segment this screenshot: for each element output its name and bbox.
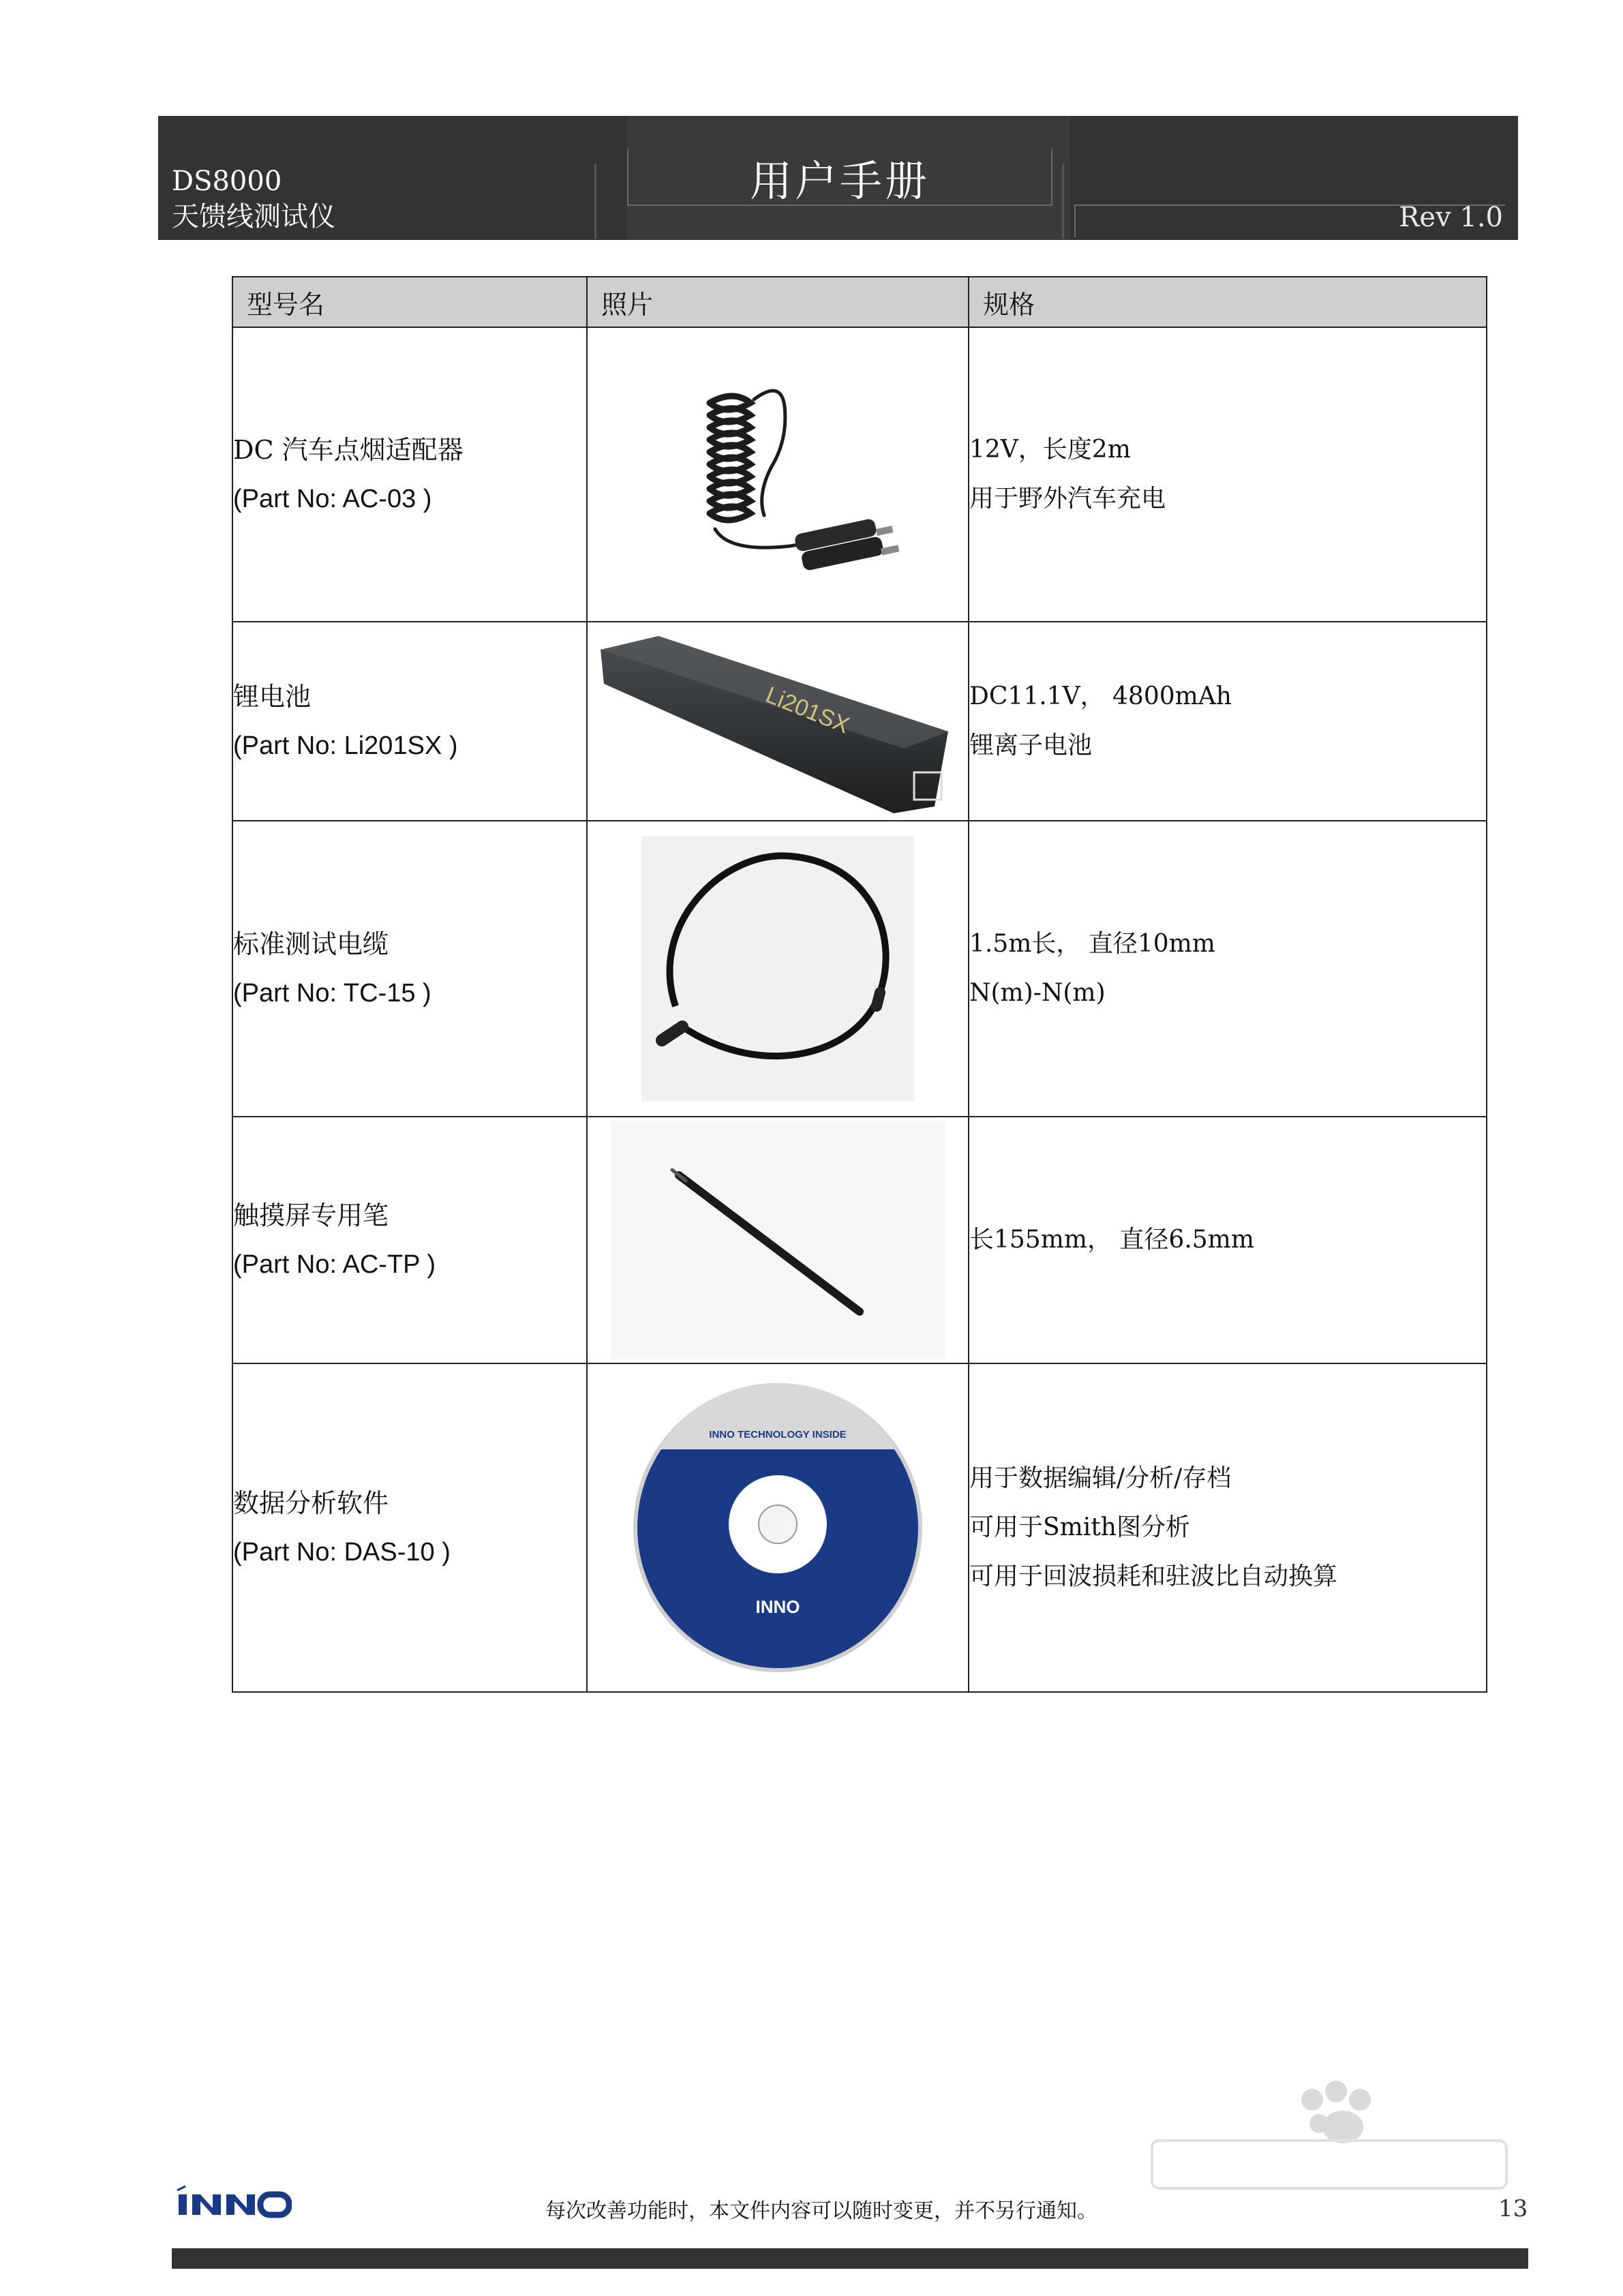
header-title-frame bbox=[627, 149, 1052, 206]
spec-line: 用于数据编辑/分析/存档 bbox=[969, 1464, 1232, 1492]
spec-line: 锂离子电池 bbox=[969, 731, 1093, 759]
page-number: 13 bbox=[1498, 2195, 1528, 2222]
accessory-name-cell bbox=[232, 622, 587, 821]
accessory-name: 触摸屏专用笔 bbox=[233, 1200, 389, 1230]
accessory-name-cell bbox=[232, 327, 587, 622]
header-spec: 规格 bbox=[969, 277, 1487, 327]
header-divider bbox=[594, 164, 596, 239]
inno-logo bbox=[176, 2185, 292, 2226]
spec-line: N(m)-N(m) bbox=[969, 979, 1106, 1007]
cd-brand-text: INNO bbox=[755, 1597, 800, 1617]
footer-notice: 每次改善功能时，本文件内容可以随时变更，并不另行通知。 bbox=[545, 2199, 1097, 2223]
header-product bbox=[172, 164, 335, 235]
watermark-logo bbox=[1145, 2072, 1527, 2222]
part-number: (Part No: TC-15 ) bbox=[233, 979, 431, 1008]
header-divider bbox=[1062, 164, 1064, 239]
photo-cell bbox=[587, 327, 969, 622]
spec-line: 用于野外汽车充电 bbox=[969, 485, 1166, 513]
document-title: 用户手册 bbox=[749, 156, 930, 206]
part-number: (Part No: Li201SX ) bbox=[233, 731, 458, 760]
table-header-row bbox=[232, 277, 1487, 327]
accessory-name: DC 汽车点烟适配器 bbox=[233, 435, 464, 465]
spec-line: DC11.1V， 4800mAh bbox=[969, 682, 1232, 710]
spec-cell bbox=[969, 1117, 1487, 1363]
spec-cell bbox=[969, 1363, 1487, 1692]
accessory-name-cell bbox=[232, 1363, 587, 1692]
spec-cell bbox=[969, 622, 1487, 821]
spec-cell bbox=[969, 821, 1487, 1117]
part-number: (Part No: AC-03 ) bbox=[233, 485, 432, 513]
header-photo: 照片 bbox=[587, 277, 969, 327]
spec-line: 长155mm， 直径6.5mm bbox=[969, 1226, 1254, 1254]
header-model-name: 型号名 bbox=[232, 277, 587, 327]
stylus-photo bbox=[611, 1121, 945, 1359]
accessory-name-cell bbox=[232, 821, 587, 1117]
spec-line: 可用于Smith图分析 bbox=[969, 1513, 1190, 1541]
table-row bbox=[232, 327, 1487, 622]
battery-photo bbox=[594, 629, 962, 813]
photo-cell bbox=[587, 1363, 969, 1692]
accessory-name: 锂电池 bbox=[233, 682, 312, 712]
photo-cell bbox=[587, 1117, 969, 1363]
accessory-name: 标准测试电缆 bbox=[233, 929, 389, 959]
spec-cell bbox=[969, 327, 1487, 622]
accessories-table bbox=[232, 276, 1487, 1693]
photo-cell bbox=[587, 821, 969, 1117]
part-number: (Part No: DAS-10 ) bbox=[233, 1538, 451, 1567]
product-subtitle: 天馈线测试仪 bbox=[172, 201, 335, 232]
spec-line: 可用于回波损耗和驻波比自动换算 bbox=[969, 1562, 1338, 1590]
car-adapter-cable-photo bbox=[635, 362, 921, 587]
part-number: (Part No: AC-TP ) bbox=[233, 1250, 436, 1279]
software-cd-photo bbox=[628, 1378, 928, 1678]
footer-bar bbox=[172, 2248, 1528, 2269]
table-row bbox=[232, 1117, 1487, 1363]
spec-line: 1.5m长， 直径10mm bbox=[969, 930, 1215, 958]
accessory-name: 数据分析软件 bbox=[233, 1488, 389, 1518]
revision-label: Rev 1.0 bbox=[1399, 202, 1503, 233]
table-row bbox=[232, 1363, 1487, 1692]
cd-top-text: INNO TECHNOLOGY INSIDE bbox=[709, 1429, 847, 1440]
photo-cell bbox=[587, 622, 969, 821]
table-row bbox=[232, 821, 1487, 1117]
battery-label: Li201SX bbox=[762, 682, 853, 739]
spec-line: 12V，长度2m bbox=[969, 436, 1131, 464]
product-model: DS8000 bbox=[172, 166, 282, 197]
accessory-name-cell bbox=[232, 1117, 587, 1363]
test-cable-photo bbox=[641, 836, 914, 1102]
table-row bbox=[232, 622, 1487, 821]
